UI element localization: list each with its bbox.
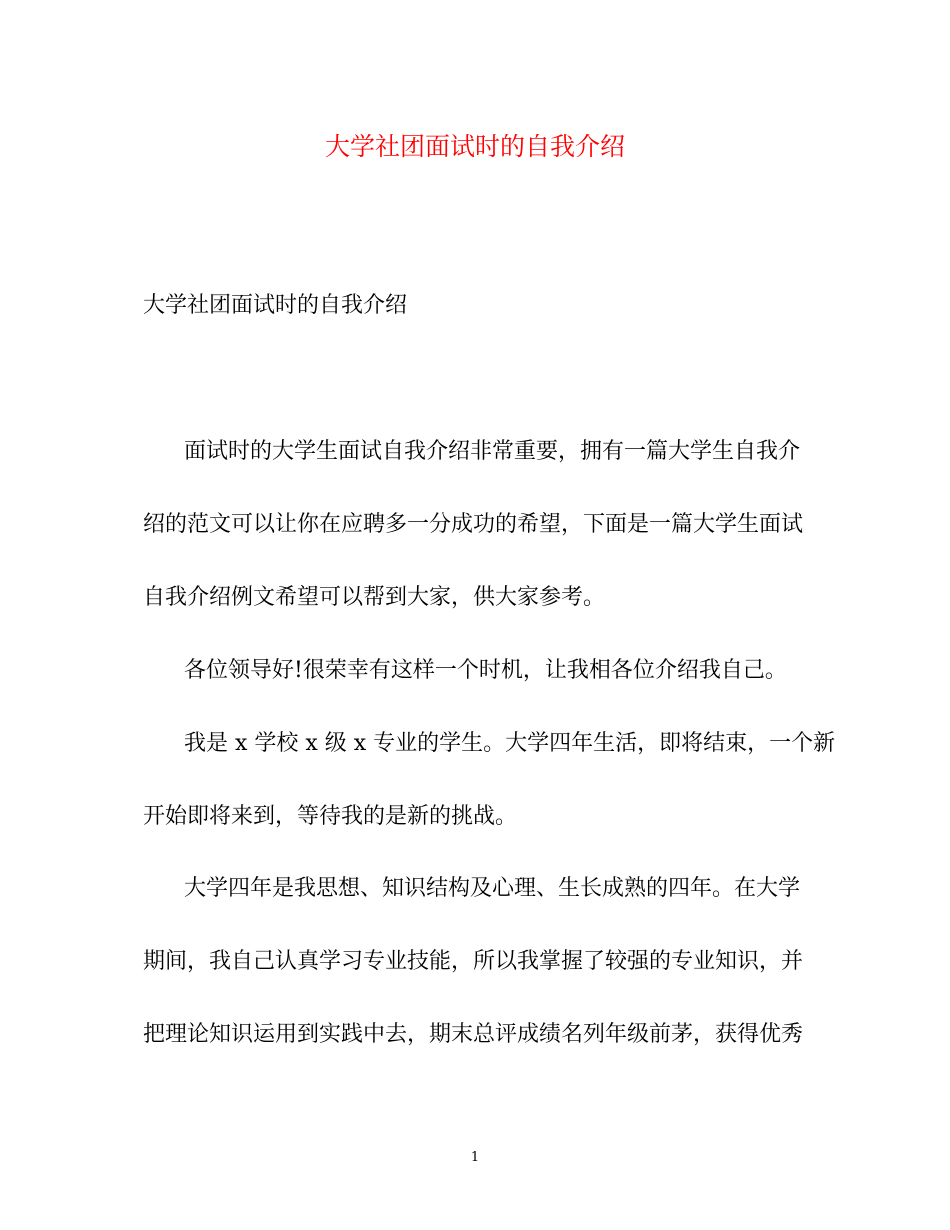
- document-subtitle: 大学社团面试时的自我介绍: [143, 293, 408, 318]
- paragraph-line: 大学四年是我思想、知识结构及心理、生长成熟的四年。在大学: [184, 876, 801, 901]
- paragraph-line: 各位领导好!很荣幸有这样一个时机，让我相各位介绍我自己。: [184, 658, 787, 683]
- paragraph-line: 开始即将来到，等待我的是新的挑战。: [143, 804, 518, 829]
- page-number: 1: [470, 1150, 480, 1165]
- paragraph-line: 绍的范文可以让你在应聘多一分成功的希望，下面是一篇大学生面试: [143, 512, 804, 537]
- paragraph-line: 把理论知识运用到实践中去，期末总评成绩名列年级前茅，获得优秀: [143, 1022, 804, 1047]
- page-title: 大学社团面试时的自我介绍: [324, 132, 625, 161]
- paragraph-line: 自我介绍例文希望可以帮到大家，供大家参考。: [143, 585, 606, 610]
- paragraph-line: 面试时的大学生面试自我介绍非常重要，拥有一篇大学生自我介: [184, 439, 801, 464]
- paragraph-line: 期间，我自己认真学习专业技能，所以我掌握了较强的专业知识，并: [143, 949, 804, 974]
- paragraph-line: 我是 x 学校 x 级 x 专业的学生。大学四年生活，即将结束，一个新: [184, 731, 836, 756]
